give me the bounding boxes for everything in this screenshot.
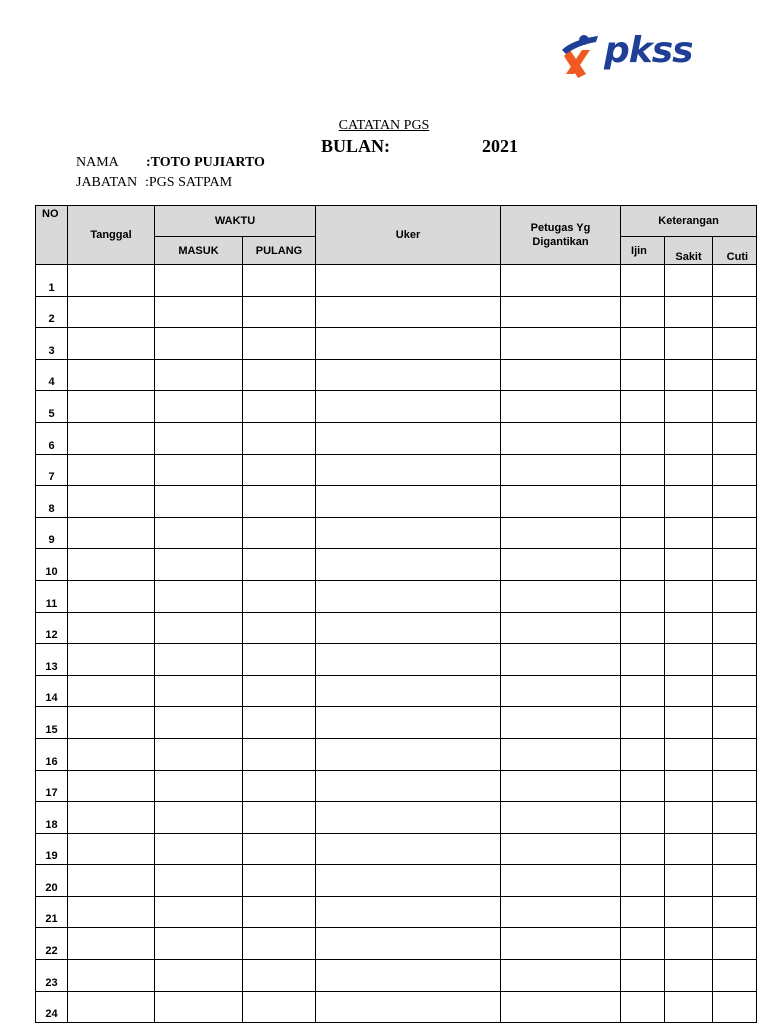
cell-pulang[interactable] [243,865,316,897]
cell-cuti[interactable] [713,612,757,644]
cell-pulang[interactable] [243,517,316,549]
header-pulang: PULANG [243,237,316,265]
cell-tanggal[interactable] [68,833,155,865]
cell-tanggal[interactable] [68,991,155,1023]
cell-masuk[interactable] [155,865,243,897]
cell-pulang[interactable] [243,359,316,391]
cell-pulang[interactable] [243,296,316,328]
cell-cuti[interactable] [713,991,757,1023]
cell-petugas[interactable] [501,549,621,581]
cell-sakit[interactable] [665,328,713,360]
cell-tanggal[interactable] [68,770,155,802]
cell-masuk[interactable] [155,454,243,486]
cell-cuti[interactable] [713,770,757,802]
table-row [36,896,757,928]
cell-cuti[interactable] [713,896,757,928]
header-masuk: MASUK [155,237,243,265]
table-row [36,328,757,360]
jabatan-line [76,175,232,191]
cell-cuti[interactable] [713,265,757,297]
cell-uker[interactable] [316,454,501,486]
cell-cuti[interactable] [713,454,757,486]
cell-petugas[interactable] [501,833,621,865]
table-row [36,296,757,328]
cell-sakit[interactable] [665,265,713,297]
cell-masuk[interactable] [155,770,243,802]
header-petugas-line1: Petugas Yg [530,222,591,234]
cell-tanggal[interactable] [68,865,155,897]
nama-line [76,155,265,171]
cell-cuti[interactable] [713,865,757,897]
cell-ijin[interactable] [621,802,665,834]
cell-masuk[interactable] [155,833,243,865]
cell-petugas[interactable] [501,612,621,644]
cell-masuk[interactable] [155,517,243,549]
cell-masuk[interactable] [155,707,243,739]
cell-masuk[interactable] [155,486,243,518]
table-row [36,391,757,423]
cell-pulang[interactable] [243,738,316,770]
cell-cuti[interactable] [713,391,757,423]
cell-ijin[interactable] [621,896,665,928]
cell-masuk[interactable] [155,644,243,676]
cell-ijin[interactable] [621,422,665,454]
cell-uker[interactable] [316,517,501,549]
cell-masuk[interactable] [155,928,243,960]
row-number: 3 [36,328,68,360]
row-number: 24 [36,991,68,1023]
cell-masuk[interactable] [155,738,243,770]
cell-masuk[interactable] [155,612,243,644]
cell-sakit[interactable] [665,960,713,992]
cell-pulang[interactable] [243,802,316,834]
cell-masuk[interactable] [155,265,243,297]
header-tanggal: Tanggal [68,206,155,265]
cell-petugas[interactable] [501,802,621,834]
cell-masuk[interactable] [155,580,243,612]
cell-ijin[interactable] [621,454,665,486]
row-number: 14 [36,675,68,707]
cell-uker[interactable] [316,422,501,454]
cell-sakit[interactable] [665,644,713,676]
nama-label: NAMA [76,155,119,170]
cell-petugas[interactable] [501,675,621,707]
cell-petugas[interactable] [501,865,621,897]
cell-cuti[interactable] [713,644,757,676]
cell-cuti[interactable] [713,928,757,960]
cell-sakit[interactable] [665,865,713,897]
cell-uker[interactable] [316,328,501,360]
cell-sakit[interactable] [665,707,713,739]
table-row [36,422,757,454]
cell-uker[interactable] [316,770,501,802]
header-waktu: WAKTU [155,206,316,237]
cell-pulang[interactable] [243,960,316,992]
cell-uker[interactable] [316,865,501,897]
cell-petugas[interactable] [501,265,621,297]
cell-sakit[interactable] [665,359,713,391]
cell-ijin[interactable] [621,960,665,992]
cell-tanggal[interactable] [68,675,155,707]
row-number: 17 [36,770,68,802]
cell-uker[interactable] [316,296,501,328]
header-petugas [501,206,621,265]
row-number: 10 [36,549,68,581]
cell-masuk[interactable] [155,422,243,454]
cell-cuti[interactable] [713,833,757,865]
cell-masuk[interactable] [155,359,243,391]
cell-petugas[interactable] [501,928,621,960]
table-row [36,454,757,486]
cell-tanggal[interactable] [68,391,155,423]
cell-ijin[interactable] [621,738,665,770]
table-row [36,960,757,992]
cell-tanggal[interactable] [68,612,155,644]
table-body [36,265,757,1023]
row-number: 7 [36,454,68,486]
pkss-logo [548,12,740,86]
table-row [36,991,757,1023]
cell-cuti[interactable] [713,960,757,992]
cell-masuk[interactable] [155,549,243,581]
cell-tanggal[interactable] [68,644,155,676]
cell-tanggal[interactable] [68,707,155,739]
header-sakit: Sakit [665,237,713,265]
table-row [36,833,757,865]
cell-cuti[interactable] [713,486,757,518]
cell-cuti[interactable] [713,422,757,454]
cell-tanggal[interactable] [68,486,155,518]
cell-sakit[interactable] [665,486,713,518]
cell-tanggal[interactable] [68,422,155,454]
cell-pulang[interactable] [243,675,316,707]
row-number: 15 [36,707,68,739]
row-number: 6 [36,422,68,454]
cell-uker[interactable] [316,265,501,297]
cell-petugas[interactable] [501,644,621,676]
cell-petugas[interactable] [501,707,621,739]
table-row [36,707,757,739]
row-number: 8 [36,486,68,518]
row-number: 21 [36,896,68,928]
cell-masuk[interactable] [155,328,243,360]
cell-tanggal[interactable] [68,517,155,549]
cell-sakit[interactable] [665,802,713,834]
cell-uker[interactable] [316,675,501,707]
cell-ijin[interactable] [621,486,665,518]
table-row [36,359,757,391]
cell-sakit[interactable] [665,391,713,423]
cell-sakit[interactable] [665,833,713,865]
cell-tanggal[interactable] [68,454,155,486]
cell-masuk[interactable] [155,675,243,707]
cell-ijin[interactable] [621,517,665,549]
pgs-record-table [35,205,757,1023]
cell-uker[interactable] [316,644,501,676]
row-number: 16 [36,738,68,770]
cell-pulang[interactable] [243,265,316,297]
cell-sakit[interactable] [665,549,713,581]
cell-cuti[interactable] [713,802,757,834]
cell-pulang[interactable] [243,549,316,581]
header-keterangan: Keterangan [621,206,757,237]
cell-ijin[interactable] [621,391,665,423]
cell-pulang[interactable] [243,454,316,486]
cell-masuk[interactable] [155,896,243,928]
cell-sakit[interactable] [665,422,713,454]
cell-cuti[interactable] [713,549,757,581]
cell-petugas[interactable] [501,770,621,802]
cell-uker[interactable] [316,991,501,1023]
cell-pulang[interactable] [243,770,316,802]
table-row [36,865,757,897]
row-number: 5 [36,391,68,423]
cell-pulang[interactable] [243,833,316,865]
cell-cuti[interactable] [713,517,757,549]
cell-uker[interactable] [316,928,501,960]
cell-ijin[interactable] [621,991,665,1023]
cell-uker[interactable] [316,707,501,739]
row-number: 4 [36,359,68,391]
cell-ijin[interactable] [621,707,665,739]
cell-ijin[interactable] [621,675,665,707]
cell-uker[interactable] [316,549,501,581]
nama-value: :TOTO PUJIARTO [146,155,265,170]
cell-pulang[interactable] [243,486,316,518]
cell-pulang[interactable] [243,896,316,928]
cell-cuti[interactable] [713,296,757,328]
row-number: 9 [36,517,68,549]
bulan-label: BULAN: [321,136,391,156]
table-row [36,802,757,834]
cell-masuk[interactable] [155,802,243,834]
row-number: 2 [36,296,68,328]
table-row [36,738,757,770]
table-row [36,770,757,802]
cell-tanggal[interactable] [68,359,155,391]
cell-masuk[interactable] [155,960,243,992]
cell-ijin[interactable] [621,833,665,865]
cell-uker[interactable] [316,738,501,770]
cell-sakit[interactable] [665,612,713,644]
cell-petugas[interactable] [501,391,621,423]
cell-tanggal[interactable] [68,960,155,992]
cell-petugas[interactable] [501,960,621,992]
cell-pulang[interactable] [243,391,316,423]
table-row [36,486,757,518]
header-cuti: Cuti [713,237,757,265]
header-no: NO [36,206,68,265]
cell-uker[interactable] [316,359,501,391]
table-row [36,549,757,581]
cell-cuti[interactable] [713,359,757,391]
cell-petugas[interactable] [501,991,621,1023]
cell-sakit[interactable] [665,517,713,549]
cell-masuk[interactable] [155,391,243,423]
cell-pulang[interactable] [243,644,316,676]
cell-uker[interactable] [316,802,501,834]
cell-ijin[interactable] [621,770,665,802]
table-row [36,675,757,707]
cell-pulang[interactable] [243,422,316,454]
row-number: 18 [36,802,68,834]
cell-petugas[interactable] [501,738,621,770]
cell-ijin[interactable] [621,580,665,612]
cell-sakit[interactable] [665,991,713,1023]
cell-tanggal[interactable] [68,265,155,297]
cell-uker[interactable] [316,833,501,865]
table-row [36,612,757,644]
cell-uker[interactable] [316,580,501,612]
cell-pulang[interactable] [243,328,316,360]
cell-ijin[interactable] [621,265,665,297]
cell-petugas[interactable] [501,896,621,928]
cell-uker[interactable] [316,486,501,518]
pkss-mark-icon [548,12,608,86]
cell-petugas[interactable] [501,454,621,486]
cell-tanggal[interactable] [68,328,155,360]
cell-ijin[interactable] [621,612,665,644]
header-uker: Uker [316,206,501,265]
cell-cuti[interactable] [713,580,757,612]
row-number: 23 [36,960,68,992]
cell-uker[interactable] [316,612,501,644]
row-number: 11 [36,580,68,612]
cell-ijin[interactable] [621,865,665,897]
cell-ijin[interactable] [621,328,665,360]
logo-text: pkss [604,30,693,71]
cell-sakit[interactable] [665,896,713,928]
row-number: 22 [36,928,68,960]
cell-masuk[interactable] [155,296,243,328]
cell-petugas[interactable] [501,296,621,328]
cell-uker[interactable] [316,896,501,928]
cell-sakit[interactable] [665,675,713,707]
table-row [36,644,757,676]
cell-cuti[interactable] [713,738,757,770]
row-number: 19 [36,833,68,865]
cell-uker[interactable] [316,391,501,423]
jabatan-label: JABATAN [76,175,138,190]
table-row [36,265,757,297]
jabatan-value: :PGS SATPAM [145,175,233,190]
row-number: 13 [36,644,68,676]
bulan-year: 2021 [482,136,518,156]
row-number: 20 [36,865,68,897]
table-row [36,580,757,612]
cell-tanggal[interactable] [68,580,155,612]
cell-pulang[interactable] [243,580,316,612]
cell-pulang[interactable] [243,612,316,644]
cell-sakit[interactable] [665,738,713,770]
cell-pulang[interactable] [243,991,316,1023]
cell-tanggal[interactable] [68,896,155,928]
header-ijin: Ijin [621,237,665,265]
header-petugas-line2: Digantikan [532,236,589,248]
cell-tanggal[interactable] [68,549,155,581]
row-number: 1 [36,265,68,297]
cell-sakit[interactable] [665,454,713,486]
document-title: CATATAN PGS [338,118,430,133]
cell-sakit[interactable] [665,296,713,328]
cell-petugas[interactable] [501,517,621,549]
cell-tanggal[interactable] [68,928,155,960]
cell-tanggal[interactable] [68,802,155,834]
cell-pulang[interactable] [243,928,316,960]
cell-cuti[interactable] [713,328,757,360]
cell-sakit[interactable] [665,928,713,960]
cell-cuti[interactable] [713,707,757,739]
cell-masuk[interactable] [155,991,243,1023]
cell-ijin[interactable] [621,549,665,581]
cell-sakit[interactable] [665,770,713,802]
cell-ijin[interactable] [621,359,665,391]
cell-pulang[interactable] [243,707,316,739]
cell-petugas[interactable] [501,359,621,391]
cell-ijin[interactable] [621,296,665,328]
table-row [36,517,757,549]
cell-uker[interactable] [316,960,501,992]
cell-ijin[interactable] [621,928,665,960]
table-row [36,928,757,960]
cell-ijin[interactable] [621,644,665,676]
cell-cuti[interactable] [713,675,757,707]
cell-tanggal[interactable] [68,738,155,770]
cell-petugas[interactable] [501,486,621,518]
cell-petugas[interactable] [501,580,621,612]
cell-tanggal[interactable] [68,296,155,328]
cell-petugas[interactable] [501,328,621,360]
cell-sakit[interactable] [665,580,713,612]
row-number: 12 [36,612,68,644]
cell-petugas[interactable] [501,422,621,454]
